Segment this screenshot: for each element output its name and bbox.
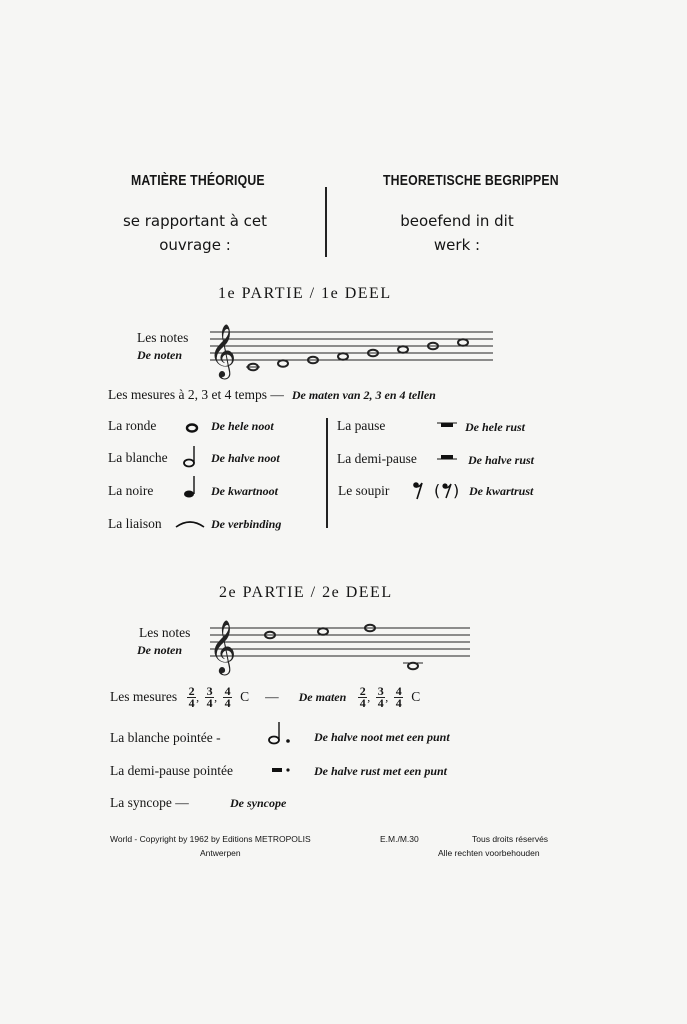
footer-city: Antwerpen xyxy=(200,848,241,858)
svg-text:): ) xyxy=(453,481,460,500)
part2-mesures-nl: De maten xyxy=(298,689,347,704)
part1-mesures-nl: De maten van 2, 3 en 4 tellen xyxy=(291,388,436,402)
part1-mesures-row xyxy=(108,386,436,404)
footer-copyright: World - Copyright by 1962 by Editions METROPOLIS xyxy=(110,834,311,844)
right-subtitle-line2: werk : xyxy=(433,236,481,254)
left-title: MATIÈRE THÉORIQUE xyxy=(131,172,265,189)
footer-rights-nl: Alle rechten voorbehouden xyxy=(438,848,540,858)
time-signature-2-4: $\frac{2}{4}$ xyxy=(188,683,195,710)
left-subtitle xyxy=(100,209,290,257)
liaison-label: La liaison xyxy=(108,516,162,531)
time-signature-3-4: $\frac{3}{4}$ xyxy=(206,683,213,710)
pause-label: La pause xyxy=(337,418,386,433)
right-subtitle-line1: beoefend in dit xyxy=(400,212,514,230)
demi-pause-nl: De halve rust xyxy=(468,453,534,467)
part2-title: 2e PARTIE / 2e DEEL xyxy=(219,584,393,601)
part1-mesures-fr: Les mesures à 2, 3 et 4 temps — xyxy=(108,387,284,402)
demi-pause-pointee-nl: De halve rust met een punt xyxy=(314,764,448,778)
demi-pause-pointee-label: La demi-pause pointée xyxy=(110,763,233,778)
soupir-label: Le soupir xyxy=(338,483,390,498)
blanche-pointee-nl: De halve noot met een punt xyxy=(314,730,450,744)
right-title: THEORETISCHE BEGRIPPEN xyxy=(383,172,559,189)
left-subtitle-line1: se rapportant à cet xyxy=(122,212,268,230)
part2-notes-label: Les notes xyxy=(139,625,191,640)
part1-staff xyxy=(205,320,495,377)
half-note-icon xyxy=(182,444,200,470)
header-divider xyxy=(325,187,327,257)
part1-title: 1e PARTIE / 1e DEEL xyxy=(218,285,392,302)
half-rest-icon xyxy=(436,452,458,464)
treble-clef-icon: 𝄞 xyxy=(209,619,237,673)
part1-notes-label: Les notes xyxy=(137,330,189,345)
blanche-nl: De halve noot xyxy=(211,451,280,465)
footer-rights-fr: Tous droits réservés xyxy=(472,834,549,844)
time-signature-4-4-nl: $\frac{4}{4}$ xyxy=(395,683,402,710)
dotted-half-note-icon xyxy=(266,720,292,748)
svg-text:(: ( xyxy=(434,481,441,500)
part2-notes-label-nl: De noten xyxy=(137,643,182,657)
demi-pause-label: La demi-pause xyxy=(337,451,417,466)
ronde-nl: De hele noot xyxy=(211,419,274,433)
right-subtitle xyxy=(362,209,552,257)
noire-nl: De kwartnoot xyxy=(211,484,279,498)
left-subtitle-line2: ouvrage : xyxy=(159,236,231,254)
blanche-label: La blanche xyxy=(108,450,168,465)
part1-notes-label-nl: De noten xyxy=(137,348,182,362)
whole-note-icon xyxy=(184,420,200,434)
quarter-rest-icon xyxy=(410,479,462,501)
dotted-half-rest-icon xyxy=(270,765,294,777)
quarter-note-icon xyxy=(182,474,200,500)
part2-staff xyxy=(205,616,475,672)
part2-mesures-dash: — xyxy=(265,689,279,704)
time-signature-4-4: $\frac{4}{4}$ xyxy=(224,683,231,710)
blanche-pointee-label: La blanche pointée - xyxy=(110,730,221,745)
part2-mesures-row: Les mesures $\frac{2}{4}$ , $\frac{3}{4}$ , $\frac{4}{4}$ C — De maten $\frac{2}{4}$ , $\frac{3}{4}$ , $\frac{4}{4}$ C xyxy=(110,683,421,710)
common-time-icon: C xyxy=(240,689,250,704)
pause-nl: De hele rust xyxy=(465,420,525,434)
syncope-label: La syncope — xyxy=(110,795,189,810)
liaison-nl: De verbinding xyxy=(211,517,282,531)
syncope-nl: De syncope xyxy=(230,796,287,810)
whole-rest-icon xyxy=(436,420,458,432)
part1-divider xyxy=(326,418,328,528)
common-time-icon-nl: C xyxy=(411,689,421,704)
time-signature-2-4-nl: $\frac{2}{4}$ xyxy=(359,683,366,710)
noire-label: La noire xyxy=(108,483,154,498)
treble-clef-icon: 𝄞 xyxy=(209,323,237,377)
tie-icon xyxy=(174,516,206,530)
ronde-label: La ronde xyxy=(108,418,157,433)
part2-mesures-fr: Les mesures xyxy=(110,689,178,704)
soupir-nl: De kwartrust xyxy=(469,484,534,498)
footer-ref: E.M./M.30 xyxy=(380,834,419,844)
time-signature-3-4-nl: $\frac{3}{4}$ xyxy=(377,683,384,710)
